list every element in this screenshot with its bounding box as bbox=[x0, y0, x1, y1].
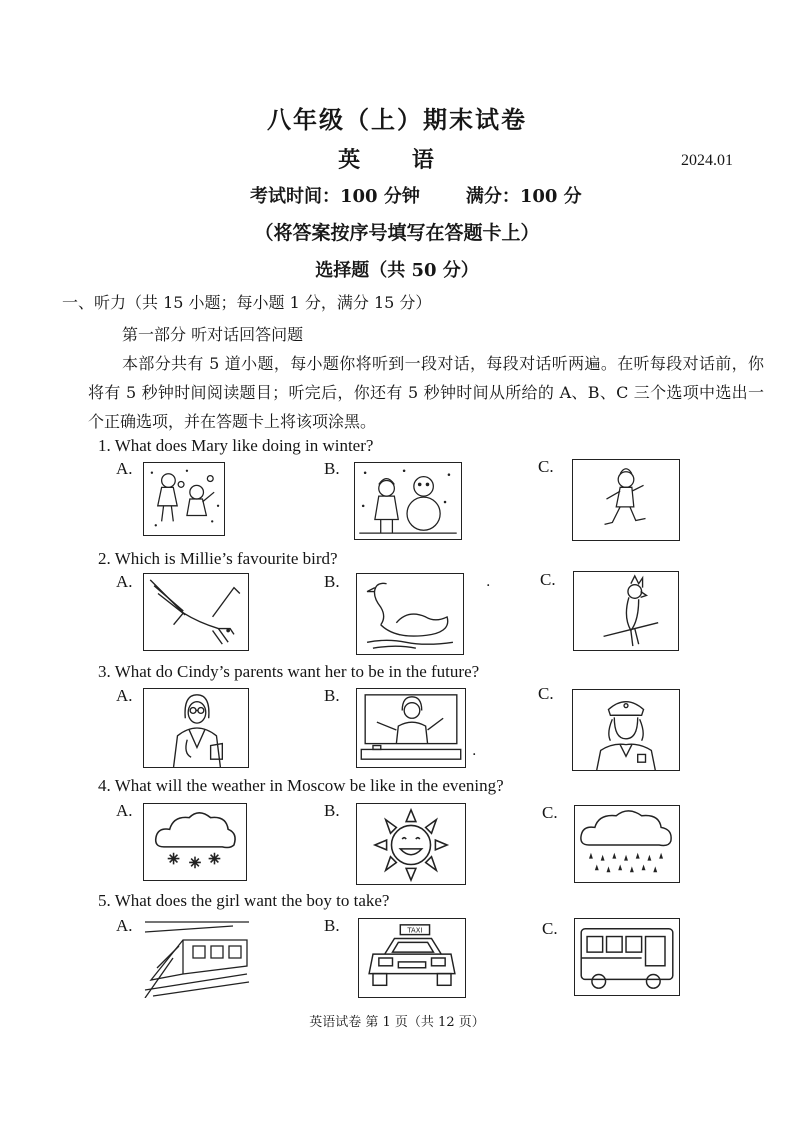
subject-title: 英 语 bbox=[338, 147, 456, 173]
question-text: What will the weather in Moscow be like in the evening? bbox=[114, 776, 504, 795]
option-label-a: A. bbox=[116, 801, 133, 820]
question-number: 4. bbox=[98, 776, 111, 795]
exam-date: 2024.01 bbox=[681, 152, 733, 169]
question-3 bbox=[98, 662, 479, 682]
question-text: What does Mary like doing in winter? bbox=[114, 436, 374, 455]
swan-picture[interactable] bbox=[356, 573, 464, 655]
skating-picture[interactable] bbox=[572, 459, 680, 541]
train-picture[interactable] bbox=[143, 918, 251, 998]
option-label-a: A. bbox=[116, 916, 133, 935]
question-number: 3. bbox=[98, 662, 111, 681]
exam-time-info bbox=[250, 182, 582, 208]
bus-drawing bbox=[575, 919, 679, 995]
question-2 bbox=[98, 549, 338, 569]
swan-drawing bbox=[357, 574, 463, 654]
train-drawing bbox=[143, 918, 251, 998]
doctor-picture[interactable] bbox=[143, 688, 249, 768]
question-number: 5. bbox=[98, 891, 111, 910]
parrot-picture[interactable] bbox=[573, 571, 679, 651]
skater-drawing bbox=[573, 460, 679, 540]
option-label-b: B. bbox=[324, 801, 340, 820]
snowy-cloud-picture[interactable] bbox=[143, 803, 247, 881]
taxi-picture[interactable] bbox=[358, 918, 466, 998]
directions-paragraph: 本部分共有 5 道小题，每小题你将听到一段对话，每段对话听两遍。在听每段对话前，你将有 5 秒钟时间阅读题目；听完后，你还有 5 秒钟时间从所给的 A、B、C 三个选项中选出一个正确选项，并在答题卡上将该项涂黑。 bbox=[88, 354, 764, 431]
option-label-c: C. bbox=[540, 570, 556, 589]
answer-instruction: （将答案按序号填写在答题卡上） bbox=[254, 222, 540, 244]
question-4 bbox=[98, 776, 504, 796]
rainy-cloud-drawing bbox=[575, 806, 679, 882]
sun-drawing bbox=[357, 804, 465, 884]
eagle-picture[interactable] bbox=[143, 573, 249, 651]
question-1 bbox=[98, 436, 373, 456]
sunny-picture[interactable] bbox=[356, 803, 466, 885]
snowman-picture[interactable] bbox=[354, 462, 462, 540]
option-label-c: C. bbox=[538, 684, 554, 703]
page-footer: 英语试卷 第 1 页（共 12 页） bbox=[309, 1015, 485, 1030]
listening-heading: 一、听力（共 15 小题；每小题 1 分，满分 15 分） bbox=[62, 293, 432, 312]
taxi-drawing bbox=[359, 919, 465, 997]
question-text: What do Cindy’s parents want her to be in the future? bbox=[114, 662, 480, 681]
question-text: Which is Millie’s favourite bird? bbox=[114, 549, 338, 568]
option-label-b: B. bbox=[324, 916, 340, 935]
rainy-cloud-picture[interactable] bbox=[574, 805, 680, 883]
teacher-picture[interactable] bbox=[356, 688, 466, 768]
part-one-subheading: 第一部分 听对话回答问题 bbox=[122, 325, 304, 344]
doctor-drawing bbox=[144, 689, 248, 767]
question-number: 1. bbox=[98, 436, 111, 455]
question-5 bbox=[98, 891, 389, 911]
option-label-a: A. bbox=[116, 686, 133, 705]
option-label-c: C. bbox=[538, 457, 554, 476]
police-officer-drawing bbox=[573, 690, 679, 770]
stray-dot: . bbox=[486, 574, 491, 590]
stray-dot: . bbox=[472, 743, 477, 759]
section-title: 选择题（共 50 分） bbox=[315, 260, 479, 281]
option-label-b: B. bbox=[324, 686, 340, 705]
option-label-a: A. bbox=[116, 572, 133, 591]
eagle-drawing bbox=[144, 574, 248, 650]
option-label-b: B. bbox=[324, 459, 340, 478]
time-label: 考试时间：100 分钟 bbox=[250, 186, 420, 207]
police-officer-picture[interactable] bbox=[572, 689, 680, 771]
parrot-drawing bbox=[574, 572, 678, 650]
option-label-b: B. bbox=[324, 572, 340, 591]
option-label-c: C. bbox=[542, 803, 558, 822]
teacher-drawing bbox=[357, 689, 465, 767]
snowman-drawing bbox=[355, 463, 461, 539]
snowy-cloud-drawing bbox=[144, 804, 246, 880]
score-label: 满分：100 分 bbox=[465, 186, 582, 207]
snowball-fight-picture[interactable] bbox=[143, 462, 225, 536]
bus-picture[interactable] bbox=[574, 918, 680, 996]
option-label-c: C. bbox=[542, 919, 558, 938]
taxi-sign-text: TAXI bbox=[407, 926, 423, 935]
option-label-a: A. bbox=[116, 459, 133, 478]
exam-title: 八年级（上）期末试卷 bbox=[267, 105, 527, 134]
question-text: What does the girl want the boy to take? bbox=[114, 891, 390, 910]
question-number: 2. bbox=[98, 549, 111, 568]
snowball-fight-drawing bbox=[144, 463, 224, 535]
